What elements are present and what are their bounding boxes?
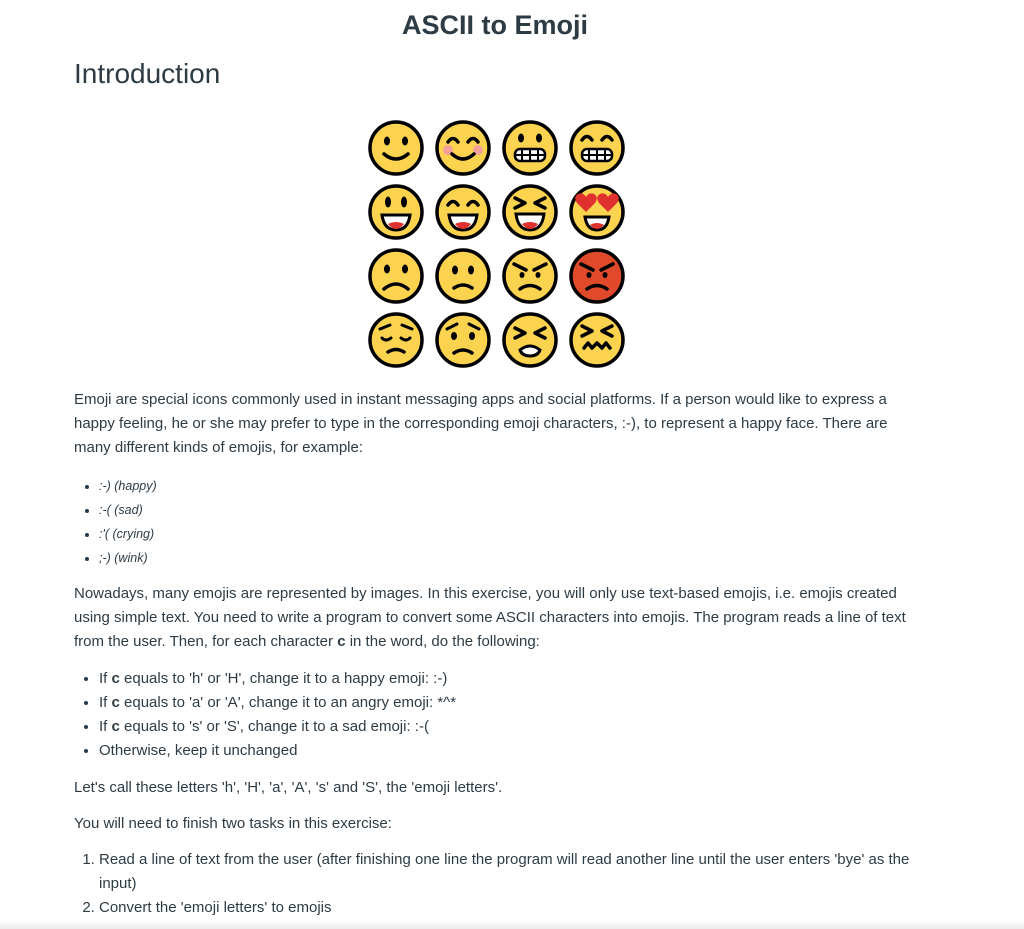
worried-face-icon xyxy=(430,308,496,372)
angry-face-icon xyxy=(497,244,563,308)
example-item: • :-( (sad) xyxy=(99,498,157,522)
pensive-face-icon xyxy=(363,308,429,372)
rule-item: • If c equals to 'a' or 'A', change it to an angry emoji: *^* xyxy=(99,691,456,715)
frowning-face-icon xyxy=(363,244,429,308)
rule-item: • If c equals to 'h' or 'H', change it to a happy emoji: :-) xyxy=(99,667,456,691)
page-title: ASCII to Emoji xyxy=(401,10,588,40)
grinning-face-icon xyxy=(497,116,563,180)
nowadays-paragraph: Nowadays, many emojis are represented by images. In this exercise, you will only use text-based emojis, i.e. emojis created using simple text. You need to write a program to convert some ASCII characters into emojis. The program reads a line of text from the user. Then, for each character c in the word, do the following: xyxy=(74,585,906,650)
emoji-letters-paragraph: Let's call these letters 'h', 'H', 'a', 'A', 's' and 'S', the 'emoji letters'. xyxy=(74,779,503,796)
rules-list xyxy=(74,667,456,763)
example-item: • ;-) (wink) xyxy=(99,546,157,570)
task-item: 2. Convert the 'emoji letters' to emojis xyxy=(99,896,949,920)
examples-list xyxy=(74,474,157,570)
big-grin-face-icon xyxy=(363,180,429,244)
grin-smiling-eyes-icon xyxy=(430,180,496,244)
variable-c: c xyxy=(337,633,346,650)
squinting-laugh-face-icon xyxy=(497,180,563,244)
intro-paragraph: Emoji are special icons commonly used in instant messaging apps and social platforms. If a person would like to express a happy feeling, he or she may prefer to type in the corresponding emoji characters, :-), to represent a happy face. There are many different kinds of emojis, for example: xyxy=(74,391,888,456)
smiling-face-blush-icon xyxy=(430,116,496,180)
task-item: 1. Read a line of text from the user (after finishing one line the program will read another line until the user enters 'bye' as the input) xyxy=(99,848,949,896)
bottom-fade xyxy=(0,921,1024,929)
heart-eyes-face-icon xyxy=(564,180,630,244)
beaming-face-icon xyxy=(564,116,630,180)
introduction-heading: Introduction xyxy=(74,58,221,89)
tired-face-icon xyxy=(497,308,563,372)
rule-item: • If c equals to 's' or 'S', change it to a sad emoji: :-( xyxy=(99,715,456,739)
slightly-smiling-face-icon xyxy=(363,116,429,180)
pouting-face-icon xyxy=(564,244,630,308)
example-item: • :-) (happy) xyxy=(99,474,157,498)
tasks-intro: You will need to finish two tasks in this exercise: xyxy=(74,815,392,832)
tasks-list xyxy=(74,848,949,920)
confounded-face-icon xyxy=(564,308,630,372)
rule-item: • Otherwise, keep it unchanged xyxy=(99,739,456,763)
slightly-frowning-face-icon xyxy=(430,244,496,308)
emoji-image xyxy=(363,116,633,374)
example-item: • :'( (crying) xyxy=(99,522,157,546)
